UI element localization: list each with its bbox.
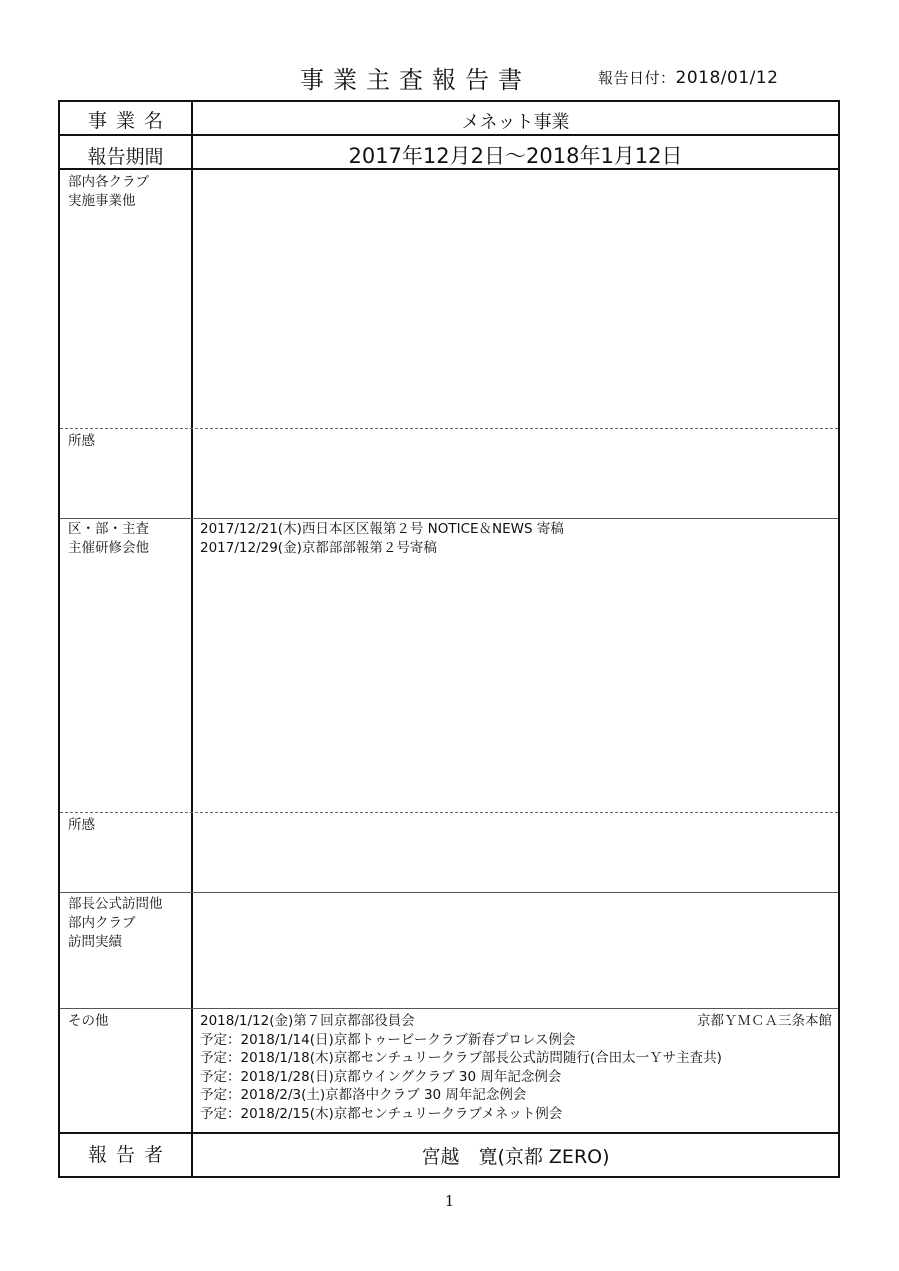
reporter-value: 宮越 寛(京都 ZERO) bbox=[421, 1146, 610, 1168]
other-entry bbox=[200, 1012, 832, 1031]
column-divider bbox=[191, 102, 193, 1176]
doc-title: 事業主査報告書 bbox=[300, 66, 531, 94]
report-date-label: 報告日付： bbox=[598, 69, 676, 87]
project-value: メネット事業 bbox=[461, 112, 570, 133]
divider-other bbox=[60, 1132, 838, 1134]
period-value: 2017年12月2日～2018年1月12日 bbox=[348, 144, 683, 168]
divider-impression-1 bbox=[60, 518, 838, 519]
impression-1-label: 所感 bbox=[68, 433, 95, 449]
divider-impression-2 bbox=[60, 892, 838, 893]
district-events-label-line-2: 主催研修会他 bbox=[68, 540, 149, 556]
other-entry-text: 2018/1/12(金)第７回京都部役員会 bbox=[200, 1013, 415, 1029]
club-events-label bbox=[68, 173, 149, 211]
other-entry-venue: 京都ＹＭＣＡ三条本館 bbox=[697, 1013, 832, 1029]
district-events-label-line-1: 区・部・主査 bbox=[68, 521, 149, 537]
district-events-label bbox=[68, 520, 149, 558]
other-entry: 予定：2018/1/14(日)京都トゥービークラブ新春プロレス例会 bbox=[200, 1031, 576, 1048]
divider-club-events bbox=[60, 428, 838, 429]
divider-period bbox=[60, 168, 838, 170]
other-entry: 予定：2018/2/3(土)京都洛中クラブ 30 周年記念例会 bbox=[200, 1087, 527, 1103]
visits-label-line-3: 訪問実績 bbox=[68, 934, 122, 950]
page-number: 1 bbox=[444, 1192, 455, 1210]
district-event-entry: 2017/12/29(金)京都部部報第２号寄稿 bbox=[200, 540, 437, 556]
visits-label bbox=[68, 895, 163, 952]
other-content bbox=[200, 1012, 832, 1123]
other-entry: 予定：2018/1/18(木)京都センチュリークラブ部長公式訪問随行(合田太一Ｙサ主査共) bbox=[200, 1050, 722, 1066]
period-label: 報告期間 bbox=[87, 146, 164, 168]
other-entry: 予定：2018/2/15(木)京都センチュリークラブメネット例会 bbox=[200, 1105, 563, 1122]
other-entry: 予定：2018/1/28(日)京都ウイングクラブ 30 周年記念例会 bbox=[200, 1068, 562, 1085]
divider-district-events bbox=[60, 812, 838, 813]
report-date bbox=[598, 67, 779, 88]
reporter-label: 報告者 bbox=[87, 1144, 172, 1166]
impression-2-label: 所感 bbox=[68, 817, 95, 833]
report-date-value: 2018/01/12 bbox=[675, 68, 779, 88]
visits-label-line-2: 部内クラブ bbox=[68, 915, 136, 931]
report-table bbox=[58, 100, 840, 1178]
club-events-label-line-2: 実施事業他 bbox=[68, 193, 136, 209]
club-events-label-line-1: 部内各クラブ bbox=[68, 174, 149, 190]
divider-project bbox=[60, 134, 838, 136]
visits-label-line-1: 部長公式訪問他 bbox=[68, 896, 163, 912]
other-label: その他 bbox=[68, 1013, 109, 1029]
divider-visits bbox=[60, 1008, 838, 1009]
district-event-entry: 2017/12/21(木)西日本区区報第２号 NOTICE＆NEWS 寄稿 bbox=[200, 521, 564, 537]
district-events-content bbox=[200, 520, 832, 558]
project-label: 事業名 bbox=[87, 110, 172, 132]
